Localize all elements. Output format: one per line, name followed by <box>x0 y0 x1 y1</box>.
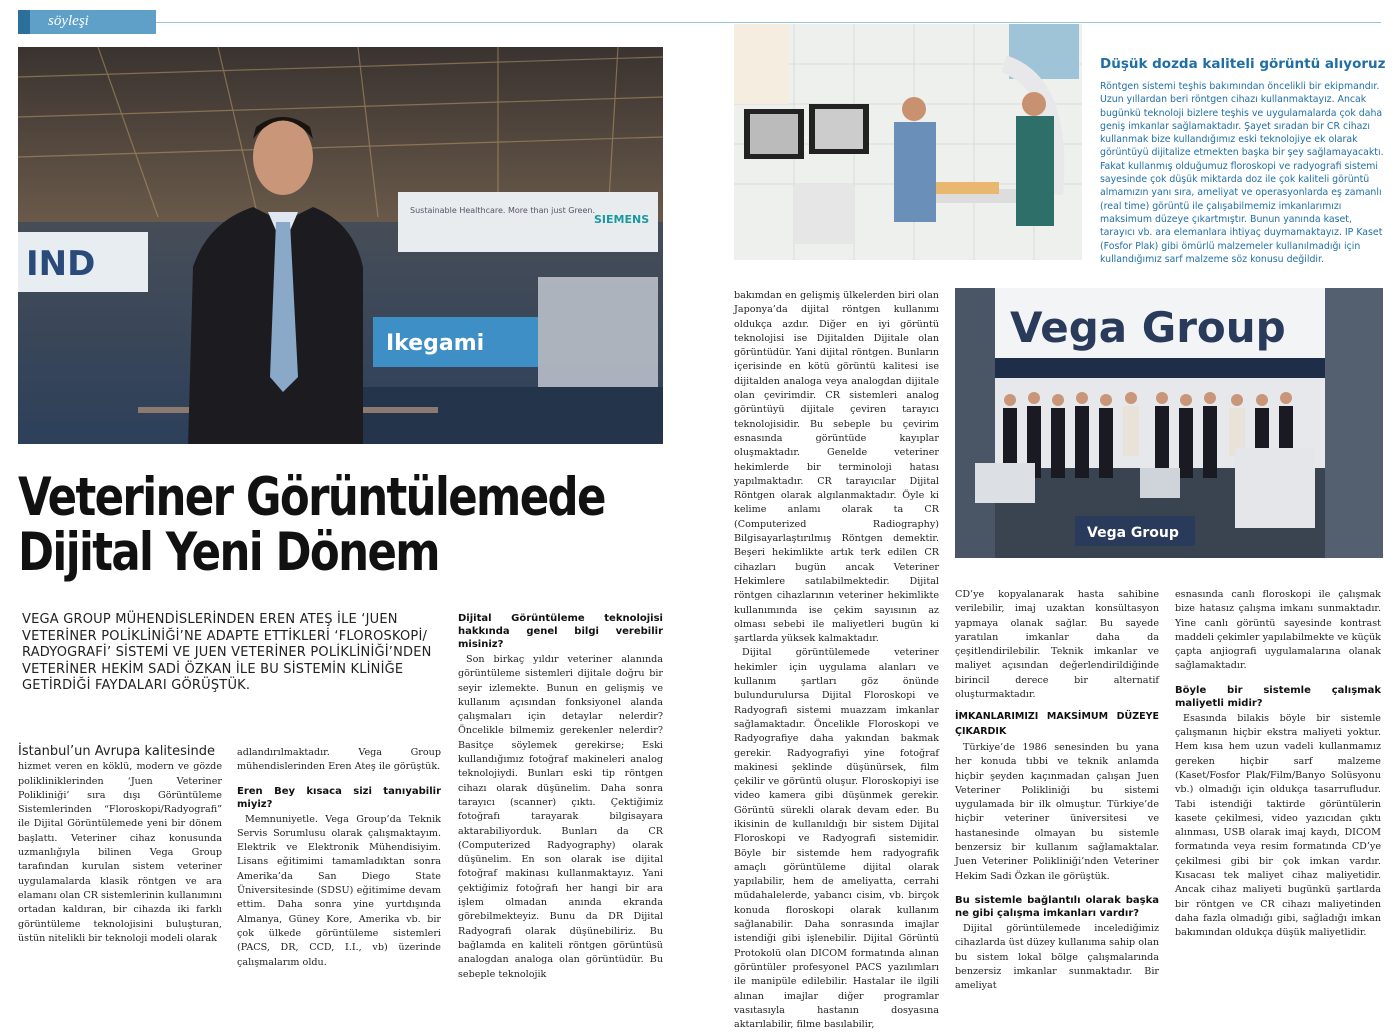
col2-question-1: Eren Bey kısaca sizi tanıyabilir miyiz? <box>237 785 441 810</box>
column-6 <box>1175 588 1381 941</box>
col5-paragraph-2: Türkiye’de 1986 senesinden bu yana her konuda tıbbi ve teknik anlamda hiçbir şeyden kaçınmadan çalışan Juen Veteriner Polikliniği bu sistemi uygulamada bir ilk olmuştur. Türkiye’de hiçbir veteriner üniversitesi ve hastanesinde olmayan bu sistemle benzersiz bir kullanım sağlamaktalar. Juen Veteriner Polikliniği’nden Veteriner Hekim Sadi Özkan ile görüştük. <box>955 741 1159 882</box>
section-label: söyleşi <box>48 13 89 29</box>
vega-booth-photo <box>955 288 1383 558</box>
clinic-photo <box>734 24 1082 260</box>
headline <box>18 467 605 583</box>
vega-banner-text: Vega Group <box>1010 303 1286 352</box>
col2-paragraph-1: adlandırılmaktadır. Vega Group mühendislerinden Eren Ateş ile görüştük. <box>237 747 441 773</box>
vega-counter-text: Vega Group <box>1087 525 1179 541</box>
col4-paragraph-1: bakımdan en gelişmiş ülkelerden biri olan Japonya’da dijital röntgen kullanımı oldukça azdır. Diğer en iyi görüntü teknolojisi ise Dijitalden Dijitale olan görüntüdür. Yani dijital röntgen. Bunların içerisinde en kötü görüntü kalitesi ise dijitalden analoga veya analogdan dijitale olan çevirimdir. CR sistemleri analog görüntüyü dijitale çeviren tarayıcı teknolojisidir. Bu sebeple bu çevirim esnasında görüntüde kayıplar oluşmaktadır. Genelde veteriner hekimlerde bir terminoloji hatası yapılmaktadır. CR tarayıcılar Dijital Röntgen olarak algılanmaktadır. Öyle ki kelime anlamı olarak ta CR (Computerized Radiography) Bilgisayarlaştırılmış Röntgen demektir. Beşeri hekimlikte artık terk edilen CR cihazları bugün ancak Veteriner Hekimlere satılabilmektedir. Dijital röntgen cihazlarının veteriner hekimlikte kullanımında ise çekim sayısının az olması sebebi ile maliyetleri bugün ki şartlarda yüksek kalmaktadır. <box>734 290 939 645</box>
col6-paragraph-1: esnasında canlı floroskopi ile çalışmak bize hatasız çalışma imkanı sunmaktadır. Yine canlı görüntü sayesinde kontrast maddeli çekimler yapılabilmekte ve küçük çapta anjiografi uygulamalarına olanak sağlamaktadır. <box>1175 589 1381 672</box>
headline-line-2: Dijital Yeni Dönem <box>18 522 439 583</box>
column-1 <box>18 745 222 946</box>
column-3 <box>458 612 663 982</box>
col2-paragraph-2: Memnuniyetle. Vega Group’da Teknik Servis Sorumlusu olarak çalışmaktayım. Elektrik ve Elektronik Mühendisiyim. Lisans eğitimimi tamamladıktan sonra Amerika’da San Diego State Üniversitesinde (SDSU) eğitimime devam ettim. Daha sonra yine yurtdışında Almanya, Güney Kore, Amerika vb. bir çok ülkede görüntüleme sistemleri (PACS, DR, CCD, I.I., vb) üzerinde çalışmalarım oldu. <box>237 813 441 968</box>
svg-text:IND: IND <box>26 244 96 284</box>
col5-subheading: İMKANLARIMIZI MAKSİMUM DÜZEYE ÇIKARDIK <box>955 711 1159 737</box>
col4-paragraph-2: Dijital görüntülemede veteriner hekimler için uygulama alanları ve kullanım şartları göz önünde bulundurulursa Dijital Floroskopi ve Radyografi sistemi muazzam imkanlar sağlamaktadır. Öncelikle Floroskopi ve Radyografiye daha yakından bakmak gerekir. Radyografiyi yine fotoğraf makinesi şeklinde düşünürsek, film çekilir ve görüntü oluşur. Floroskopiyi ise video kamera gibi düşünmek gerekir. Görüntü sürekli olarak devam eder. Bu ikisinin de kullanıldığı bir sistem Dijital Floroskopi ve Radyografi sistemidir. Böyle bir sistemde hem radyografik amaçlı görüntüleme dijital olarak yapılabilir, hem de ameliyatta, cerrahi müdahalelerde, yabancı cisim, vb. birçok konuda floroskopi olarak kullanım sağlanabilir. Daha sonrasında imajlar istendiği gibi işlenebilir. Dijital Görüntü Protokolü olan DICOM formatında alınan görüntüler profesyonel PACS yazılımları ile manipüle edilebilir. Hastalar ile ilgili alınan imajlar diğer programlar vasıtasıyla hastanın dosyasına aktarılabilir, filme basılabilir, <box>734 647 939 1031</box>
col6-question-1: Böyle bir sistemle çalışmak maliyetli midir? <box>1175 684 1381 709</box>
healthcare-sign: Sustainable Healthcare. More than just Green. <box>410 206 596 215</box>
lead-paragraph: VEGA GROUP MÜHENDİSLERİNDEN EREN ATEŞ İLE ‘JUEN VETERİNER POLİKLİNİĞİ’NE ADAPTE ETTİKLERİ ‘FLOROSKOPİ/ RADYOGRAFİ’ SİSTEMİ VE JUEN VETERİNER POLİKLİNİĞİ’NDEN VETERİNER HEKİM SADİ ÖZKAN İLE BU SİSTEMİN KLİNİĞE GETİRDİĞİ FAYDALARI GÖRÜŞTÜK. <box>22 612 432 693</box>
sidebar-text: Röntgen sistemi teşhis bakımından öncelikli bir ekipmandır. Uzun yıllardan beri röntgen cihazı kullanmaktayız. Ancak bugünkü teknoloji bizlere teşhis ve uygulamalarda çok daha geniş imkanlar sağlamaktadır. Şayet sıradan bir CR cihazı kullanmak bize kullandığımız eski teknolojiye ek olarak görüntüyü dijitalize etmekten başka bir şey sağlamayacaktı. Fakat kullanmış olduğumuz floroskopi ve radyografi sistemi sayesinde çok düşük miktarda doz ile çok kaliteli görüntü almamızın yanı sıra, ameliyat ve operasyonlarda eş zamanlı (real time) görüntü ile çalışabilmemiz imkanlarımızı maksimum düzeye çıkartmıştır. Bunun yanında kaset, tarayıcı vb. ara elemanlara ihtiyaç duymamaktayız. IP Kaset (Fosfor Plak) gibi ömürlü malzemeler kullanılmadığı için kullandığımız sarf malzeme söz konusu değildir. <box>1100 81 1384 265</box>
col6-paragraph-2: Esasında bilakis böyle bir sistemle çalışmanın hiçbir ekstra maliyeti yoktur. Hem kısa hem uzun vadeli kullanmamız gereken hiçbir sarf malzeme (Kaset/Fosfor Plak/Film/Banyo Solüsyonu vb.) olmadığı için oldukça tasarrufludur. Tabi istendiği taktirde görüntülerin kasete çekilmesi, video yazıcıdan çıktı alınması, USB olarak imaj kaydı, DICOM formatında veya resim formatında CD’ye çekilmesi gibi bir çok imkan vardır. Kısacası tek maliyet cihaz maliyetidir. Ancak cihaz maliyeti bugünkü şartlarda bir röntgen ve CR cihazı maliyetinden daha fazla olmadığı gibi, sağladığı imkan bakımından oldukça düşük maliyetlidir. <box>1175 712 1381 939</box>
column-4 <box>734 289 939 1032</box>
drop-text: İstanbul’un Avrupa kalitesinde <box>18 744 215 759</box>
col3-question-1: Dijital Görüntüleme teknolojisi hakkında genel bilgi verebilir misiniz? <box>458 613 663 650</box>
column-2 <box>237 746 441 970</box>
column-5 <box>955 588 1159 993</box>
section-tab <box>18 10 156 34</box>
col5-paragraph-3: Dijital görüntülemede incelediğimiz cihazlarda üst düzey kullanıma sahip olan bu sistem lokal bölge çalışmalarında benzersiz imkanlar sunmaktadır. Bir ameliyat <box>955 922 1159 992</box>
header-rule <box>156 22 1381 23</box>
col3-paragraph-1: Son birkaç yıldır veteriner alanında görüntüleme sistemleri dijitale doğru bir seyir izlemekte. Bunun en gelişmiş ve kullanım açısından fonksiyonel alanda çalışmaları için detaylar nelerdir? Öncelikle bilmemiz gerekenler nelerdir? Basitçe söylemek gerekirse; Eski kullandığımız fotoğraf makineleri analog teknolojiydi. Bunları eski tip röntgen cihazı olarak düşünelim. Daha sonra tarayıcı (scanner) çıktı. Çektiğimiz fotoğrafı tarayarak bilgisayara aktarabiliyorduk. Bunları da CR (Computerized Radyography) olarak düşünelim. En son olarak ise dijital fotoğraf makinası kullanmaktayız. Yani çektiğimiz fotoğrafı her hangi bir ara işlem olmadan anında ekranda görebilmekteyiz. Bunu da DR Dijital Radyografi olarak düşünebiliriz. Bu bağlamda en kaliteli röntgen görüntüsü analogdan analoga olan görüntüdür. Bu sebeple teknolojik <box>458 654 663 980</box>
sidebar-title: Düşük dozda kaliteli görüntü alıyoruz <box>1100 56 1386 72</box>
ikegami-sign: Ikegami <box>386 331 485 356</box>
siemens-sign: SIEMENS <box>594 213 650 226</box>
col5-question-1: Bu sistemle bağlantılı olarak başka ne gibi çalışma imkanları vardır? <box>955 894 1159 919</box>
col1-paragraph: hizmet veren en köklü, modern ve gözde polikliniklerinden ‘Juen Veteriner Polikliniği’ sıra dışı Görüntüleme Sistemlerinden “Floroskopi/Radyografi” ile Dijital Görüntülemede yeni bir dönem başlattı. Veteriner cihaz konusunda uzmanlığıyla bilinen Vega Group tarafından kurulan sistem veteriner uygulamalarda klasik röntgen ve ara elamanı olan CR sistemlerinin kullanımını ortadan kaldıran, bir cihazda iki farklı görüntüleme teknolojisini buluşturan, üstün nitelikli bir teknoloji modeli olarak <box>18 761 222 944</box>
headline-line-1: Veteriner Görüntülemede <box>18 467 605 528</box>
main-photo <box>18 47 663 444</box>
col5-paragraph-1: CD’ye kopyalanarak hasta sahibine verilebilir, imaj uzaktan konsültasyon yapmaya olanak sağlar. Bu sayede yaratılan imkanlar daha da çeşitlendirilebilir. Teknik imkanlar ve maliyet açısından değerlendirildiğinde birincil derece bir alternatif oluşturmaktadır. <box>955 589 1159 701</box>
